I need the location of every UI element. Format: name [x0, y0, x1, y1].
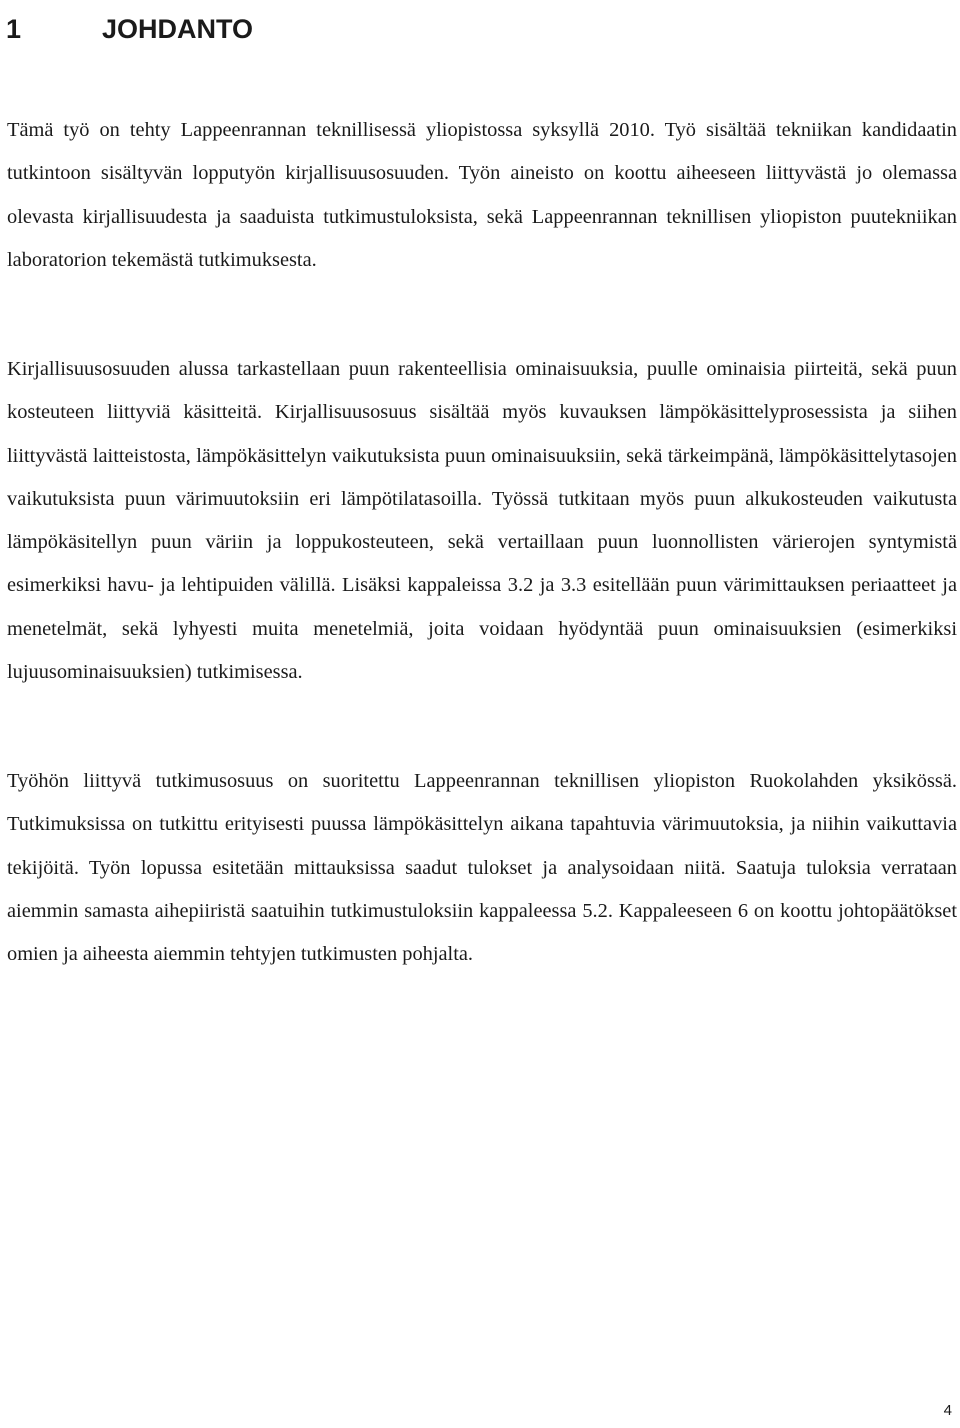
chapter-title: JOHDANTO: [102, 14, 254, 45]
body-paragraph: Tämä työ on tehty Lappeenrannan teknillisessä yliopistossa syksyllä 2010. Työ sisältää tekniikan kandidaatin tutkintoon sisältyvän lopputyön kirjallisuusosuuden. Työn aineisto on koottu aiheeseen liittyvästä jo olemassa olevasta kirjallisuudesta ja saaduista tutkimustuloksista, sekä Lappeenrannan teknillisen yliopiston puutekniikan laboratorion tekemästä tutkimuksesta.: [7, 119, 957, 271]
chapter-heading: [6, 12, 253, 46]
body-paragraph: Kirjallisuusosuuden alussa tarkastellaan puun rakenteellisia ominaisuuksia, puulle ominaisia piirteitä, sekä puun kosteuteen liittyviä käsitteitä. Kirjallisuusosuus sisältää myös kuvauksen lämpökäsittelyprosessista ja siihen liittyvästä laitteistosta, lämpökäsittelyn vaikutuksista puun ominaisuuksiin, sekä tärkeimpänä, lämpökäsittelytasojen vaikutuksista puun värimuutoksiin eri lämpötilatasoilla. Työssä tutkitaan myös puun alkukosteuden vaikutusta lämpökäsitellyn puun väriin ja loppukosteuteen, sekä vertaillaan puun luonnollisten värierojen syntymistä esimerkiksi havu- ja lehtipuiden välillä. Lisäksi kappaleissa 3.2 ja 3.3 esitellään puun värimittauksen periaatteet ja menetelmät, sekä lyhyesti muita menetelmiä, joita voidaan hyödyntää puun ominaisuuksien (esimerkiksi lujuusominaisuuksien) tutkimisessa.: [7, 358, 957, 684]
page-number: 4: [943, 1402, 952, 1419]
body-paragraph: Työhön liittyvä tutkimusosuus on suoritettu Lappeenrannan teknillisen yliopiston Ruokolahden yksikössä. Tutkimuksissa on tutkittu erityisesti puussa lämpökäsittelyn aikana tapahtuvia värimuutoksia, ja niihin vaikuttavia tekijöitä. Työn lopussa esitetään mittauksissa saadut tulokset ja analysoidaan niitä. Saatuja tuloksia verrataan aiemmin samasta aihepiiristä saatuihin tutkimustuloksiin kappaleessa 5.2. Kappaleeseen 6 on koottu johtopäätökset omien ja aiheesta aiemmin tehtyjen tutkimusten pohjalta.: [7, 770, 957, 966]
chapter-number: 1: [6, 14, 22, 45]
